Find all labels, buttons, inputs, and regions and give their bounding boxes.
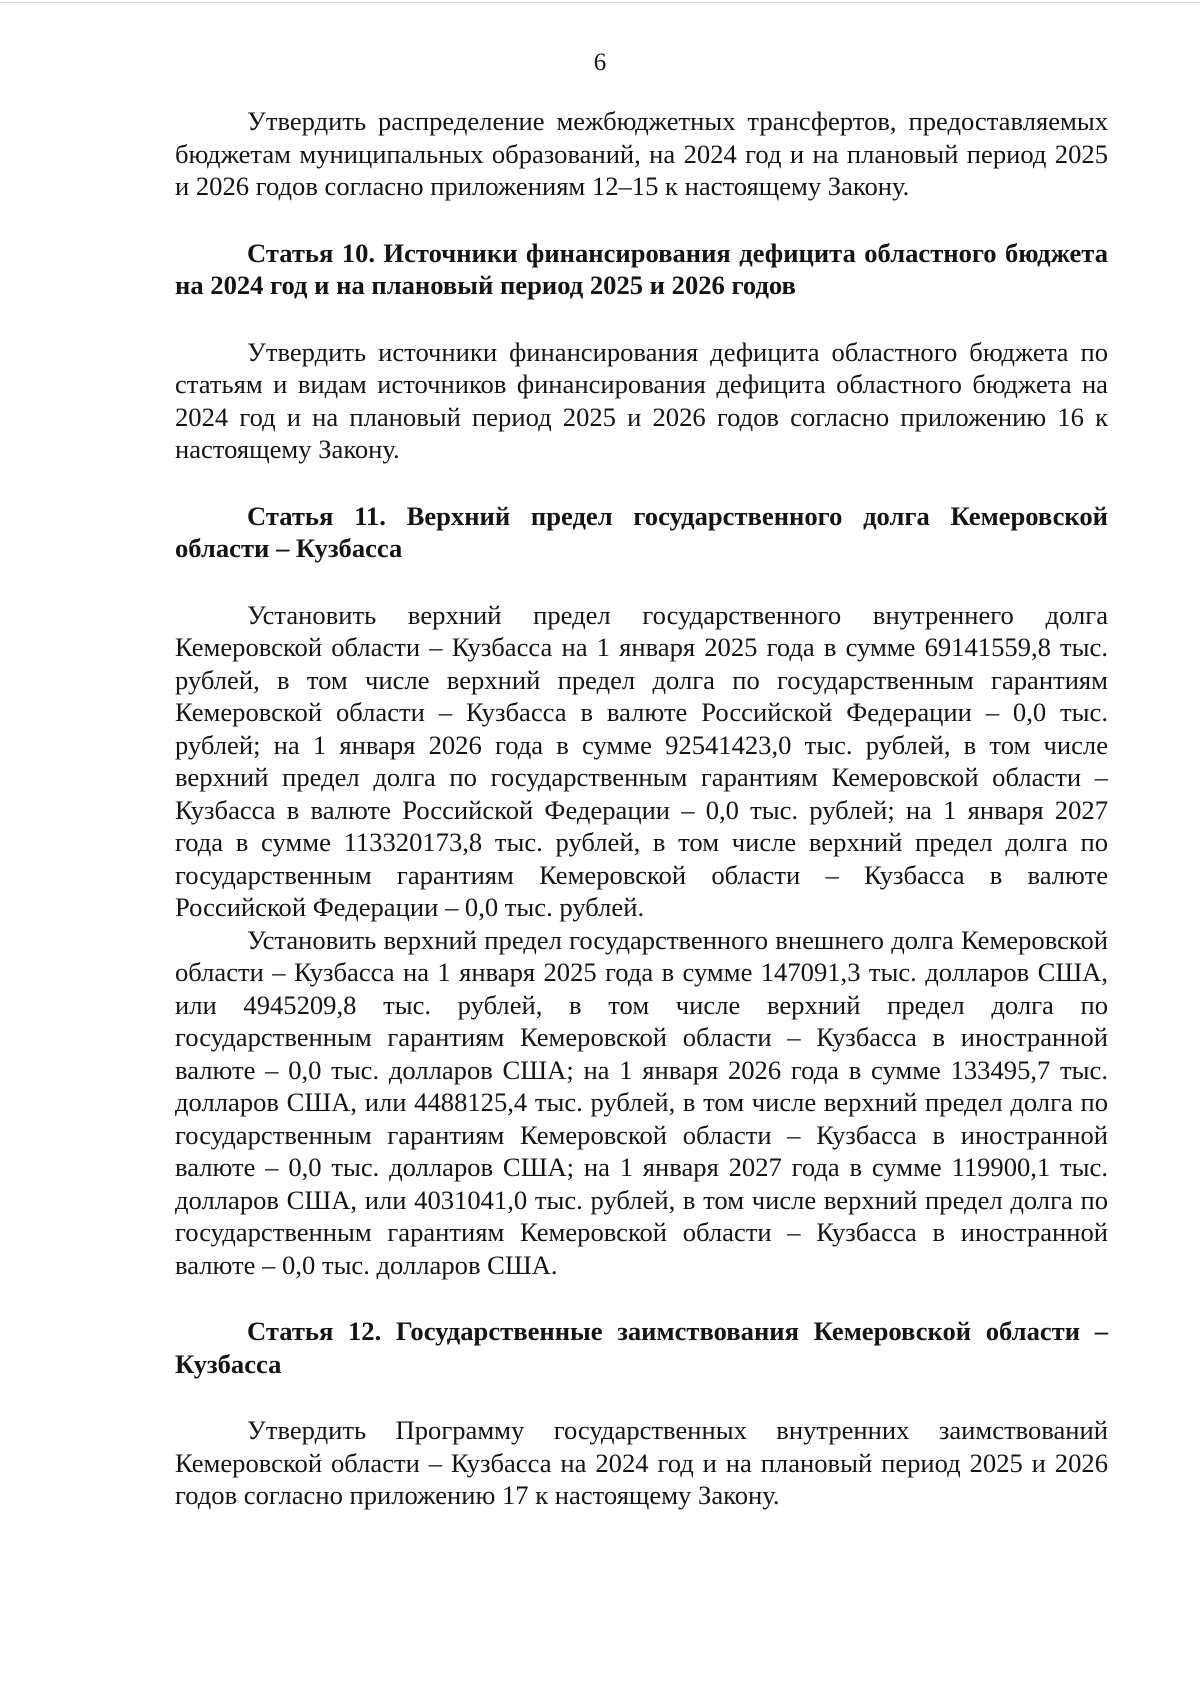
document-body: [175, 105, 1108, 1512]
page-number: 6: [593, 49, 607, 76]
article-12-heading: Статья 12. Государственные заимствования Кемеровской области – Кузбасса: [175, 1316, 1108, 1379]
paragraph-transfers: Утвердить распределение межбюджетных трансфертов, предоставляемых бюджетам муниципальных образований, на 2024 год и на плановый период 2025 и 2026 годов согласно приложениям 12–15 к настоящему Закону.: [175, 106, 1108, 201]
scan-top-edge: [0, 2, 1200, 3]
paragraph-deficit-sources: Утвердить источники финансирования дефицита областного бюджета по статьям и видам источников финансирования дефицита областного бюджета на 2024 год и на плановый период 2025 и 2026 годов согласно приложению 16 к настоящему Закону.: [175, 336, 1108, 464]
paragraph-borrowing-program: Утвердить Программу государственных внутренних заимствований Кемеровской области – Кузбасса на 2024 год и на плановый период 2025 и 2026 годов согласно приложению 17 к настоящему Закону.: [175, 1415, 1108, 1510]
paragraph-internal-debt-limit: Установить верхний предел государственного внутреннего долга Кемеровской области – Кузбасса на 1 января 2025 года в сумме 69141559,8 тыс. рублей, в том числе верхний предел долга по государственным гарантиям Кемеровской области – Кузбасса в валюте Российской Федерации – 0,0 тыс. рублей; на 1 января 2026 года в сумме 92541423,0 тыс. рублей, в том числе верхний предел долга по государственным гарантиям Кемеровской области – Кузбасса в валюте Российской Федерации – 0,0 тыс. рублей; на 1 января 2027 года в сумме 113320173,8 тыс. рублей, в том числе верхний предел долга по государственным гарантиям Кемеровской области – Кузбасса в валюте Российской Федерации – 0,0 тыс. рублей.: [175, 599, 1108, 922]
article-10-heading: Статья 10. Источники финансирования дефицита областного бюджета на 2024 год и на плановый период 2025 и 2026 годов: [175, 237, 1108, 300]
article-11-heading: Статья 11. Верхний предел государственного долга Кемеровской области – Кузбасса: [175, 500, 1108, 563]
paragraph-external-debt-limit: Установить верхний предел государственного внешнего долга Кемеровской области – Кузбасса на 1 января 2025 года в сумме 147091,3 тыс. долларов США, или 4945209,8 тыс. рублей, в том числе верхний предел долга по государственным гарантиям Кемеровской области – Кузбасса в иностранной валюте – 0,0 тыс. долларов США; на 1 января 2026 года в сумме 133495,7 тыс. долларов США, или 4488125,4 тыс. рублей, в том числе верхний предел долга по государственным гарантиям Кемеровской области – Кузбасса в иностранной валюте – 0,0 тыс. долларов США; на 1 января 2027 года в сумме 119900,1 тыс. долларов США, или 4031041,0 тыс. рублей, в том числе верхний предел долга по государственным гарантиям Кемеровской области – Кузбасса в иностранной валюте – 0,0 тыс. долларов США.: [175, 924, 1108, 1280]
